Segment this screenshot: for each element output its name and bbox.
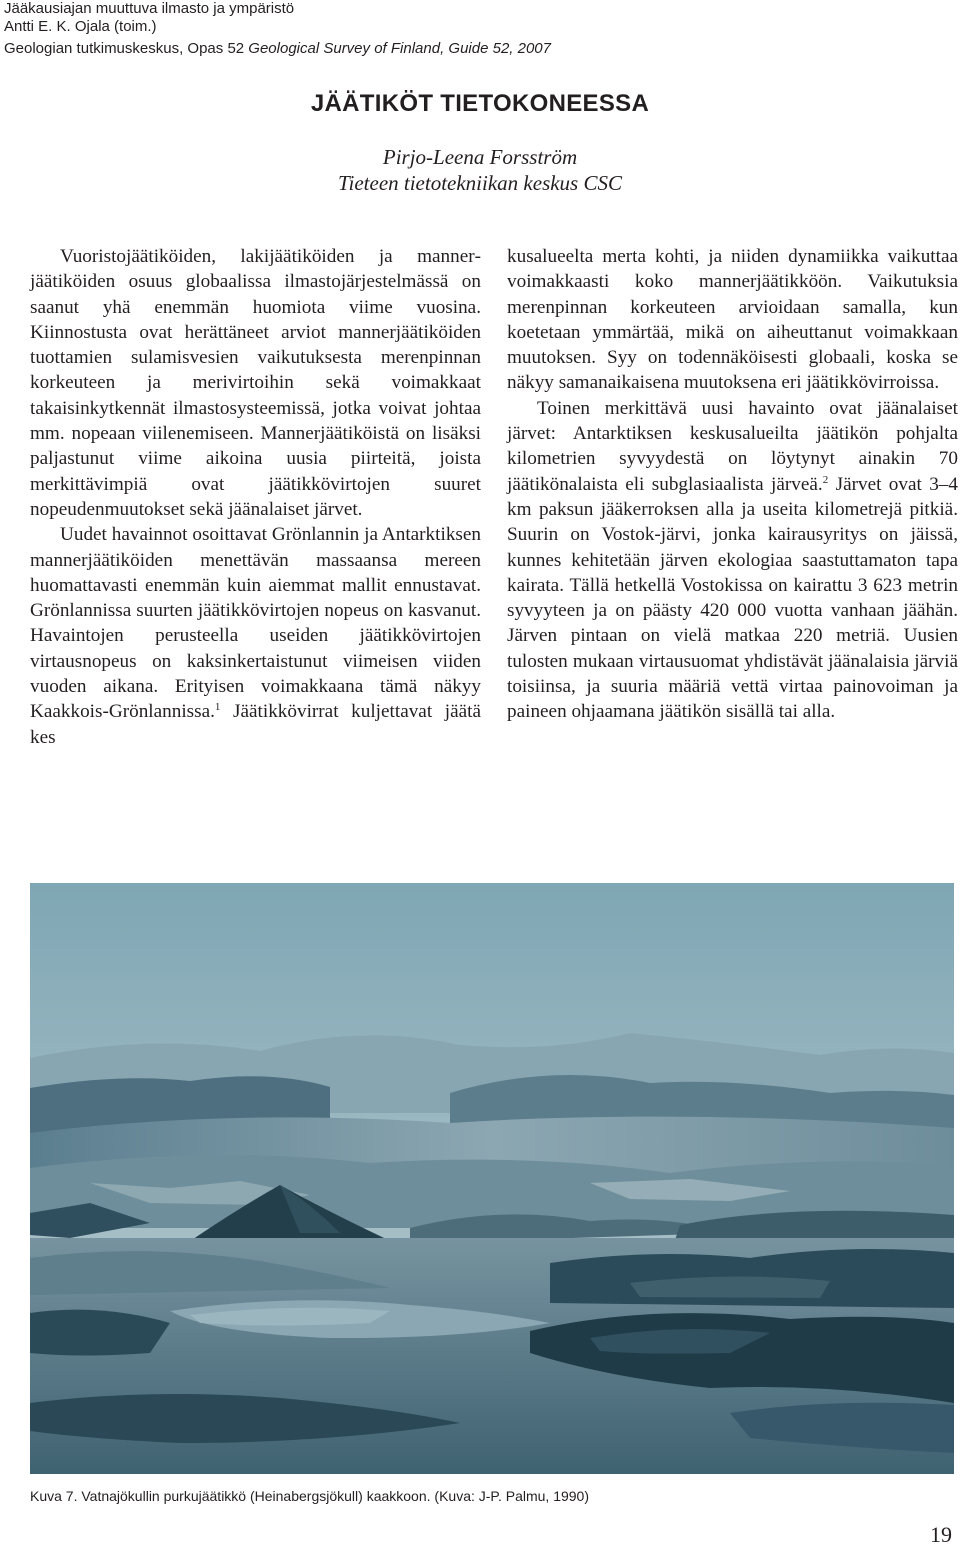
right-text-column bbox=[507, 244, 958, 725]
right-paragraph-2 bbox=[507, 396, 958, 725]
right-paragraph-1: kusalueelta merta kohti, ja niiden dynamiikka vaikuttaa voimakkaasti koko mannerjäätikköön. Vaikutuksia merenpinnan korkeuteen arvioidaan samalla, kun koetetaan ymmärtää, mikä on aiheuttanut voimakkaan muutoksen. Syy on todennäköisesti globaali, koska se näkyy samanaikaisena muutoksena eri jäätikkövirroissa. bbox=[507, 246, 958, 394]
right-paragraph-2-text: Toinen merkittävä uusi havainto ovat jäänalaiset järvet: Antarktiksen keskusalueilta jäätikön pohjalta kilometrien syvyydestä on löytynyt ainakin 70 jäätikönalaista eli subglasiaalista järveä. bbox=[507, 397, 958, 495]
article-title: JÄÄTIKÖT TIETOKONEESSA bbox=[310, 90, 650, 117]
left-paragraph-2-tail: Jäätikkövirrat kuljettavat jäätä kes bbox=[30, 701, 481, 748]
left-text-column bbox=[30, 244, 481, 750]
running-header-series bbox=[4, 40, 551, 58]
series-finnish: Geologian tutkimuskeskus, Opas 52 bbox=[4, 40, 249, 57]
footnote-ref-1: 1 bbox=[214, 701, 221, 714]
running-header-book-title: Jääkausiajan muuttuva ilmasto ja ympäristö bbox=[4, 0, 295, 17]
right-paragraph-2-tail: Järvet ovat 3–4 km paksun jääkerroksen alla ja useita kilometrejä pitkiä. Suurin on Vostok-järvi, jonka kairausyritys on jäissä, kunnes kehitetään järven ekologiaa saastuttamaton tapa kairata. Tällä hetkellä Vostokissa on kairattu 3 623 metrin syvyyteen ja on päästy 420 000 vuotta vanhaan jäähän. Järven pintaan on vielä matkaa 220 metriä. Uusien tulosten mukaan virtausuomat yhdistävät jäänalaisia järviä toisiinsa, ja suuria määriä vettä virtaa painovoiman ja paineen ohjaamana jäätikön sisällä tai alla. bbox=[507, 473, 958, 723]
series-english: Geological Survey of Finland, Guide 52, 2007 bbox=[248, 40, 551, 57]
glacier-photo bbox=[30, 883, 954, 1474]
page-number: 19 bbox=[930, 1522, 952, 1547]
running-header-editor: Antti E. K. Ojala (toim.) bbox=[4, 18, 157, 35]
footnote-ref-2: 2 bbox=[822, 473, 829, 486]
left-paragraph-2-text: Uudet havainnot osoittavat Grönlannin ja Antarktiksen mannerjäätiköiden menettävän massaansa mereen huomattavasti enemmän kuin aiemmat mallit ennustavat. Grönlannissa suurten jäätikkövirtojen nopeus on kasvanut. Havaintojen perusteella useiden jäätikkövirtojen virtausnopeus on kaksinkertaistunut viimeisen viiden vuoden aikana. Erityisen voimakkaana tämä näkyy Kaakkois-Grönlannissa. bbox=[30, 524, 481, 723]
left-paragraph-2 bbox=[30, 522, 481, 750]
figure-caption: Kuva 7. Vatnajökullin purkujäätikkö (Heinabergsjökull) kaakkoon. (Kuva: J-P. Palmu, 1990) bbox=[30, 1488, 590, 1504]
glacier-photo-illustration bbox=[30, 883, 954, 1474]
article-author: Pirjo-Leena Forsström bbox=[382, 145, 578, 169]
left-paragraph-1: Vuoristojäätiköiden, lakijäätiköiden ja mannerjäätiköiden osuus globaalissa ilmastojärjestelmässä on saanut yhä enemmän huomiota viime vuosina. Kiinnostusta ovat herättäneet arviot mannerjäätiköiden tuottamien sulamisvesien vaikutuksesta merenpinnan korkeuteen ja merivirtoihin sekä voimakkaat takaisinkytkennät ilmastosysteemissä, jotka voivat johtaa mm. nopeaan viilenemiseen. Mannerjäätiköistä on lisäksi paljastunut viime aikoina uusia piirteitä, joista merkittävimpiä ovat jäätikkövirtojen suuret nopeudenmuutokset sekä jäänalaiset järvet. bbox=[30, 246, 481, 520]
article-affiliation: Tieteen tietotekniikan keskus CSC bbox=[337, 171, 622, 195]
